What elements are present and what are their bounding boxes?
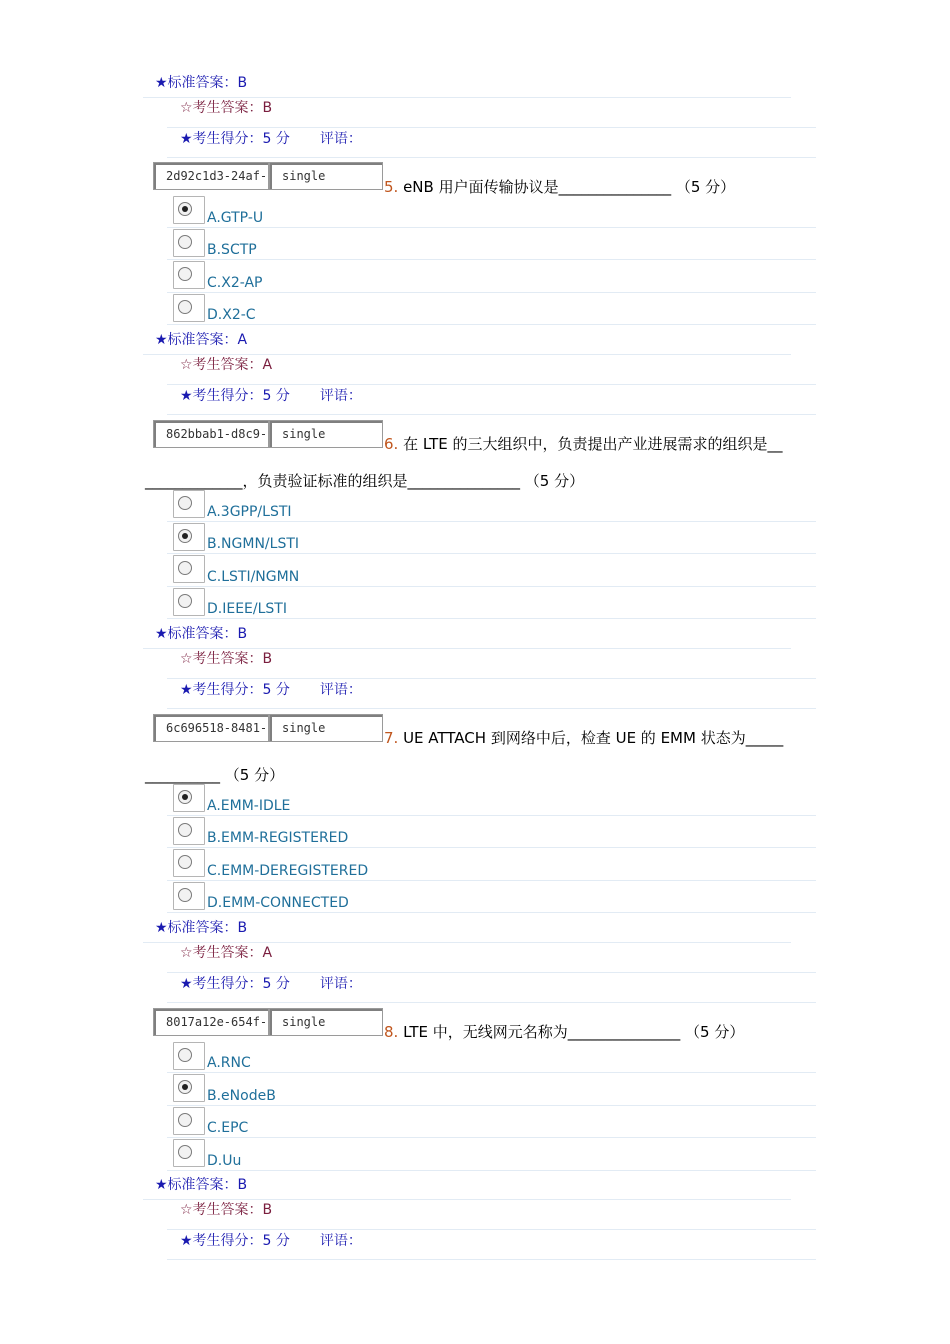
- question-text-continued: _____________，负责验证标准的组织是_______________ （5 分）: [145, 472, 585, 490]
- student-answer: ☆考生答案：A: [180, 357, 273, 373]
- standard-answer: ★标准答案：B: [155, 1177, 248, 1193]
- divider: [167, 912, 816, 913]
- question-type-field[interactable]: single: [269, 420, 383, 448]
- divider: [167, 1259, 816, 1260]
- question-id-field[interactable]: 6c696518-8481-: [153, 714, 269, 742]
- option-label[interactable]: B.NGMN/LSTI: [207, 536, 300, 552]
- question-body: LTE 中，无线网元名称为_______________ （5 分）: [398, 1023, 745, 1041]
- divider: [167, 972, 816, 973]
- comment-label: 评语：: [319, 682, 362, 698]
- score-line: [180, 681, 362, 699]
- standard-answer: ★标准答案：B: [155, 920, 248, 936]
- divider: [167, 1002, 816, 1003]
- option-radio-c[interactable]: [173, 1107, 205, 1135]
- question-number: 7.: [384, 729, 399, 747]
- divider: [167, 1105, 816, 1106]
- divider: [167, 157, 816, 158]
- question-id-field[interactable]: 2d92c1d3-24af-: [153, 162, 269, 190]
- option-label[interactable]: B.EMM-REGISTERED: [207, 830, 349, 846]
- divider: [167, 259, 816, 260]
- divider: [167, 678, 816, 679]
- option-label[interactable]: C.LSTI/NGMN: [207, 569, 300, 585]
- divider: [167, 127, 816, 128]
- divider: [167, 414, 816, 415]
- divider: [167, 847, 816, 848]
- question-text: [384, 177, 735, 197]
- score-value: ★考生得分：5 分: [180, 682, 290, 698]
- divider: [143, 1199, 791, 1200]
- question-number: 5.: [384, 178, 399, 196]
- option-radio-c[interactable]: [173, 261, 205, 289]
- option-radio-d[interactable]: [173, 882, 205, 910]
- question-text: [384, 434, 783, 454]
- option-label[interactable]: D.EMM-CONNECTED: [207, 895, 349, 911]
- score-line: [180, 975, 362, 993]
- score-value: ★考生得分：5 分: [180, 1233, 290, 1249]
- divider: [167, 1229, 816, 1230]
- question-text-continued: __________ （5 分）: [145, 766, 285, 784]
- option-label[interactable]: C.X2-AP: [207, 275, 263, 291]
- divider: [167, 1137, 816, 1138]
- comment-label: 评语：: [319, 976, 362, 992]
- question-number: 8.: [384, 1023, 399, 1041]
- option-label[interactable]: B.SCTP: [207, 242, 257, 258]
- question-id-field[interactable]: 862bbab1-d8c9-: [153, 420, 269, 448]
- question-number: 6.: [384, 435, 399, 453]
- question-text: [384, 1022, 744, 1042]
- option-label[interactable]: A.EMM-IDLE: [207, 798, 291, 814]
- divider: [167, 1170, 816, 1171]
- option-label[interactable]: A.GTP-U: [207, 210, 264, 226]
- score-value: ★考生得分：5 分: [180, 976, 290, 992]
- student-answer: ☆考生答案：A: [180, 945, 273, 961]
- standard-answer: ★标准答案：A: [155, 332, 248, 348]
- option-radio-c[interactable]: [173, 555, 205, 583]
- option-radio-a[interactable]: [173, 196, 205, 224]
- option-radio-c[interactable]: [173, 849, 205, 877]
- student-answer: ☆考生答案：B: [180, 1202, 273, 1218]
- option-radio-d[interactable]: [173, 294, 205, 322]
- option-radio-b[interactable]: [173, 1074, 205, 1102]
- comment-label: 评语：: [319, 1233, 362, 1249]
- option-radio-a[interactable]: [173, 490, 205, 518]
- divider: [167, 586, 816, 587]
- divider: [167, 880, 816, 881]
- comment-label: 评语：: [319, 388, 362, 404]
- option-label[interactable]: A.3GPP/LSTI: [207, 504, 292, 520]
- divider: [167, 292, 816, 293]
- option-radio-b[interactable]: [173, 523, 205, 551]
- comment-label: 评语：: [319, 131, 362, 147]
- question-text: [384, 728, 783, 748]
- divider: [167, 521, 816, 522]
- option-radio-b[interactable]: [173, 817, 205, 845]
- option-label[interactable]: D.X2-C: [207, 307, 256, 323]
- option-label[interactable]: A.RNC: [207, 1055, 251, 1071]
- option-radio-d[interactable]: [173, 588, 205, 616]
- standard-answer: ★标准答案：B: [155, 626, 248, 642]
- divider: [167, 708, 816, 709]
- option-radio-d[interactable]: [173, 1139, 205, 1167]
- option-label[interactable]: C.EPC: [207, 1120, 249, 1136]
- divider: [167, 618, 816, 619]
- option-radio-a[interactable]: [173, 784, 205, 812]
- question-body: eNB 用户面传输协议是_______________ （5 分）: [398, 178, 736, 196]
- divider: [143, 648, 791, 649]
- divider: [143, 97, 791, 98]
- student-answer: ☆考生答案：B: [180, 100, 273, 116]
- option-radio-b[interactable]: [173, 229, 205, 257]
- option-label[interactable]: B.eNodeB: [207, 1088, 276, 1104]
- divider: [167, 384, 816, 385]
- score-value: ★考生得分：5 分: [180, 388, 290, 404]
- score-line: [180, 387, 362, 405]
- question-body: UE ATTACH 到网络中后，检查 UE 的 EMM 状态为_____: [398, 729, 784, 747]
- standard-answer: ★标准答案：B: [155, 75, 248, 91]
- divider: [167, 553, 816, 554]
- option-label[interactable]: D.IEEE/LSTI: [207, 601, 287, 617]
- divider: [167, 227, 816, 228]
- option-radio-a[interactable]: [173, 1042, 205, 1070]
- score-line: [180, 1232, 362, 1250]
- question-type-field[interactable]: single: [269, 714, 383, 742]
- divider: [167, 324, 816, 325]
- divider: [167, 1072, 816, 1073]
- divider: [167, 815, 816, 816]
- question-body: 在 LTE 的三大组织中，负责提出产业进展需求的组织是__: [398, 435, 783, 453]
- score-line: [180, 130, 362, 148]
- score-value: ★考生得分：5 分: [180, 131, 290, 147]
- divider: [143, 354, 791, 355]
- option-label[interactable]: C.EMM-DEREGISTERED: [207, 863, 369, 879]
- question-id-field[interactable]: 8017a12e-654f-: [153, 1008, 269, 1036]
- question-type-field[interactable]: single: [269, 1008, 383, 1036]
- question-type-field[interactable]: single: [269, 162, 383, 190]
- student-answer: ☆考生答案：B: [180, 651, 273, 667]
- option-label[interactable]: D.Uu: [207, 1153, 242, 1169]
- divider: [143, 942, 791, 943]
